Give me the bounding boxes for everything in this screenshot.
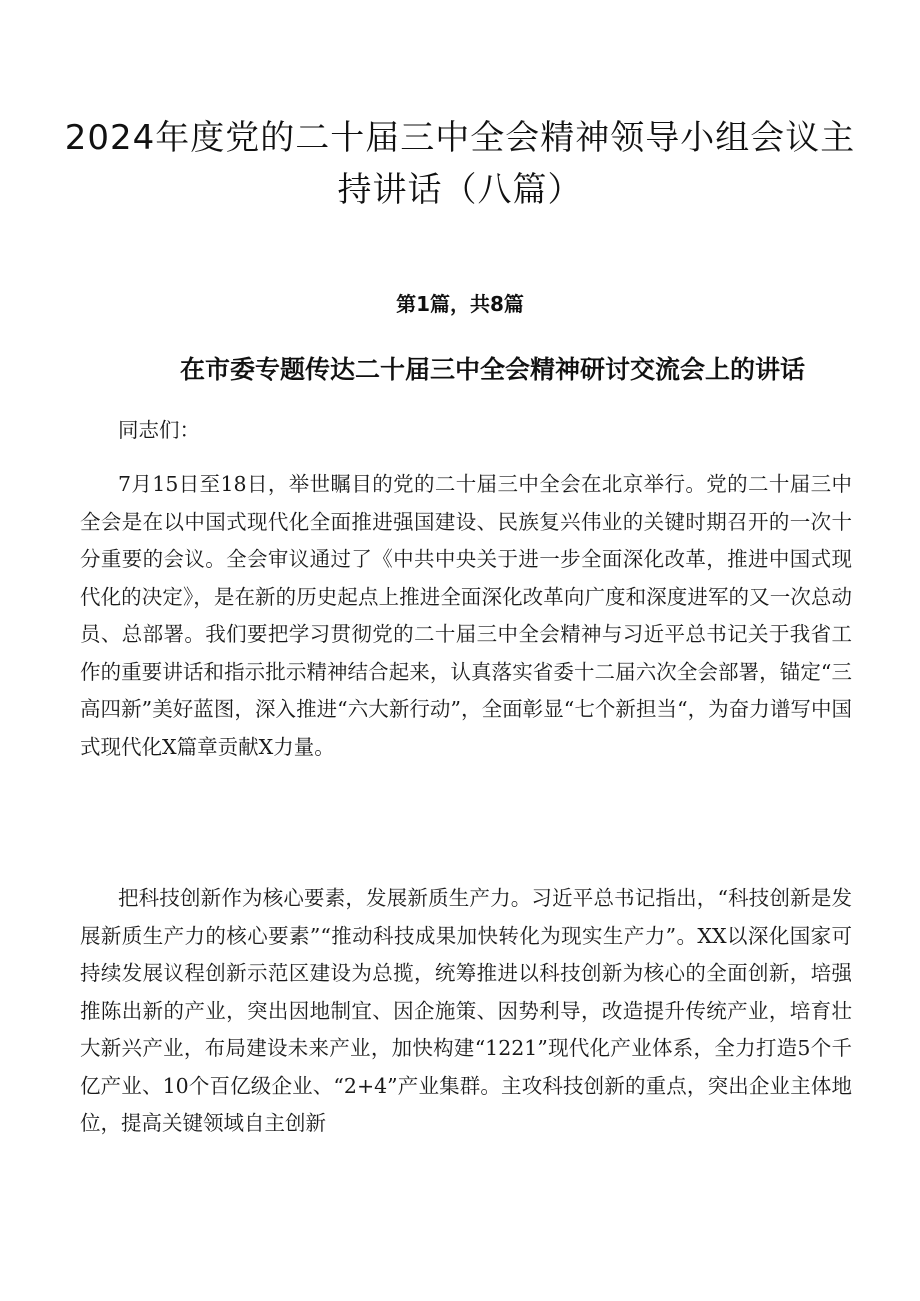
paragraph-2: 把科技创新作为核心要素，发展新质生产力。习近平总书记指出，“科技创新是发展新质生产力的核心要素”“推动科技成果加快转化为现实生产力”。XX以深化国家可持续发展议程创新示范区建设为总揽，统筹推进以科技创新为核心的全面创新，培强推陈出新的产业，突出因地制宜、因企施策、因势利导，改造提升传统产业，培育壮大新兴产业，布局建设未来产业，加快构建“1221”现代化产业体系，全力打造5个千亿产业、10个百亿级企业、“2+4”产业集群。主攻科技创新的重点，突出企业主体地位，提高关键领域自主创新: [80, 886, 852, 1135]
part-label: 第1篇，共8篇: [396, 292, 524, 316]
speech-title: 在市委专题传达二十届三中全会精神研讨交流会上的讲话: [180, 355, 806, 384]
document-title: 2024年度党的二十届三中全会精神领导小组会议主持讲话（八篇）: [64, 118, 856, 210]
paragraph-1: 7月15日至18日，举世瞩目的党的二十届三中全会在北京举行。党的二十届三中全会是在以中国式现代化全面推进强国建设、民族复兴伟业的关键时期召开的一次十分重要的会议。全会审议通过了《中共中央关于进一步全面深化改革，推进中国式现代化的决定》，是在新的历史起点上推进全面深化改革向广度和深度进军的又一次总动员、总部署。我们要把学习贯彻党的二十届三中全会精神与习近平总书记关于我省工作的重要讲话和指示批示精神结合起来，认真落实省委十二届六次全会部署，锚定“三高四新”美好蓝图，深入推进“六大新行动”，全面彰显“七个新担当“，为奋力谱写中国式现代化X篇章贡献X力量。: [80, 472, 852, 759]
salutation: 同志们：: [118, 418, 200, 442]
